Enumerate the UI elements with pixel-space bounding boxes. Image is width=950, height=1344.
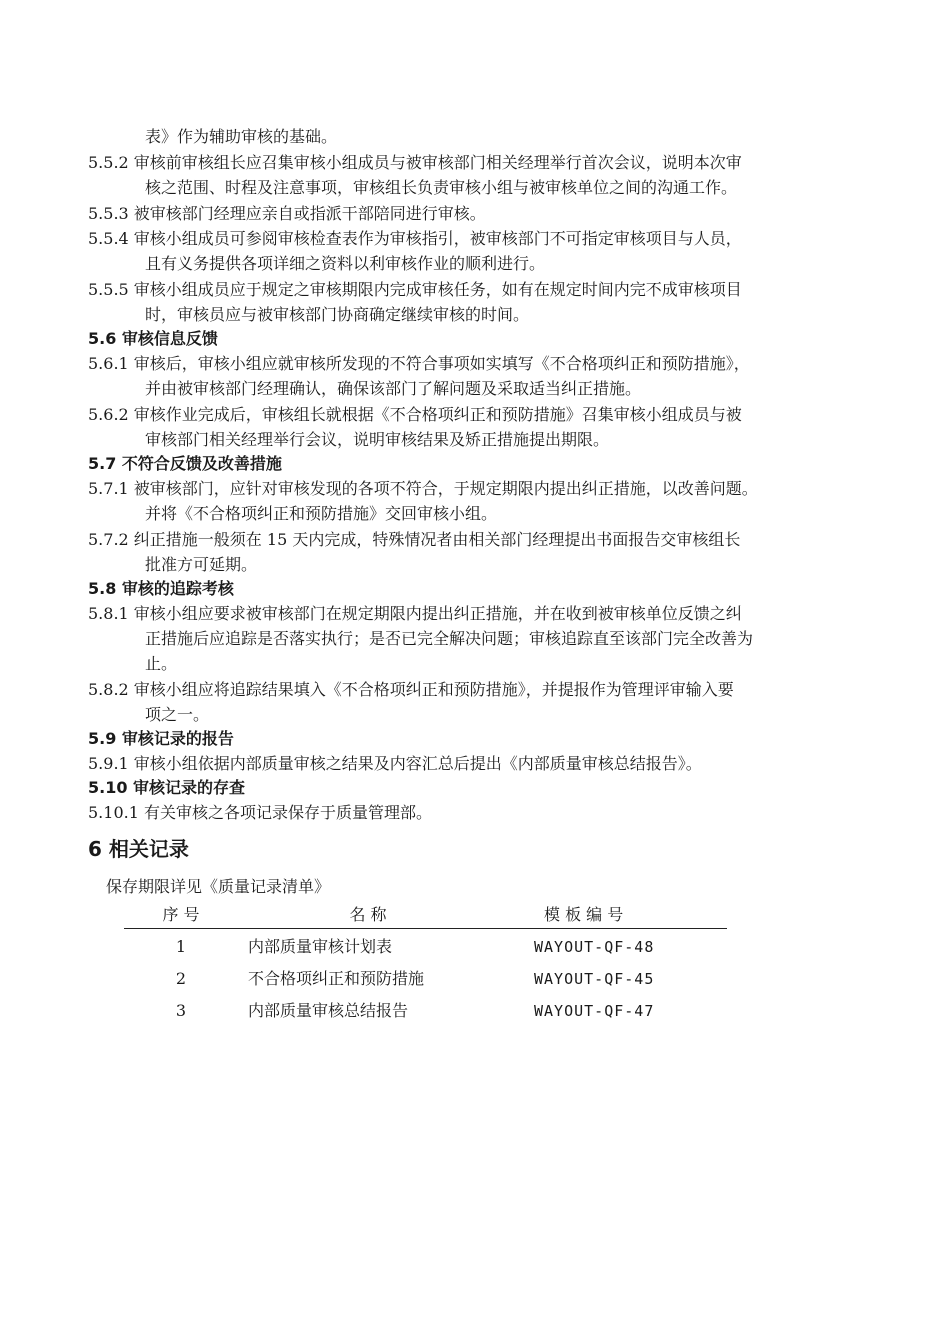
clause-5-6-1-cont: 并由被审核部门经理确认，确保该部门了解问题及采取适当纠正措施。 xyxy=(145,379,642,398)
section-6-title: 6 相关记录 xyxy=(88,837,189,861)
row-name: 内部质量审核计划表 xyxy=(248,937,393,956)
clause-5-5-2-cont: 核之范围、时程及注意事项，审核组长负责审核小组与被审核单位之间的沟通工作。 xyxy=(145,178,738,197)
clause-5-5-4-cont: 且有义务提供各项详细之资料以利审核作业的顺利进行。 xyxy=(145,254,546,273)
clause-5-7-2: 5.7.2 纠正措施一般须在 15 天内完成，特殊情况者由相关部门经理提出书面报告交审核组长 xyxy=(88,530,741,549)
clause-5-8-1: 5.8.1 审核小组应要求被审核部门在规定期限内提出纠正措施，并在收到被审核单位反馈之纠 xyxy=(88,604,742,623)
header-index: 序 号 xyxy=(162,905,200,924)
row-index: 1 xyxy=(175,937,187,956)
row-index: 3 xyxy=(175,1001,187,1020)
retention-note: 保存期限详见《质量记录清单》 xyxy=(106,877,331,896)
table-row xyxy=(124,963,727,995)
clause-5-10-1: 5.10.1 有关审核之各项记录保存于质量管理部。 xyxy=(88,803,432,822)
row-index: 2 xyxy=(175,969,187,988)
clause-5-5-5: 5.5.5 审核小组成员应于规定之审核期限内完成审核任务，如有在规定时间内完不成审核项目 xyxy=(88,280,742,299)
clause-5-8-1-cont: 正措施后应追踪是否落实执行；是否已完全解决问题；审核追踪直至该部门完全改善为 xyxy=(145,629,754,648)
clause-5-7-2-cont: 批准方可延期。 xyxy=(145,555,258,574)
header-template-no: 模 板 编 号 xyxy=(544,905,624,924)
clause-5-5-3: 5.5.3 被审核部门经理应亲自或指派干部陪同进行审核。 xyxy=(88,204,486,223)
clause-5-7-1: 5.7.1 被审核部门，应针对审核发现的各项不符合，于规定期限内提出纠正措施，以改善问题。 xyxy=(88,479,758,498)
clause-5-8-1-cont: 止。 xyxy=(145,654,178,673)
table-header xyxy=(124,902,727,929)
heading-5-7: 5.7 不符合反馈及改善措施 xyxy=(88,454,282,473)
clause-5-7-1-cont: 并将《不合格项纠正和预防措施》交回审核小组。 xyxy=(145,504,498,523)
clause-5-6-1: 5.6.1 审核后，审核小组应就审核所发现的不符合事项如实填写《不合格项纠正和预防措施》， xyxy=(88,354,750,373)
clause-5-8-2-cont: 项之一。 xyxy=(145,705,210,724)
row-name: 内部质量审核总结报告 xyxy=(248,1001,409,1020)
records-table xyxy=(124,902,727,1027)
heading-5-6: 5.6 审核信息反馈 xyxy=(88,329,218,348)
row-name: 不合格项纠正和预防措施 xyxy=(248,969,425,988)
row-template-no: WAYOUT-QF-48 xyxy=(534,938,655,956)
table-row xyxy=(124,995,727,1027)
clause-5-5-5-cont: 时，审核员应与被审核部门协商确定继续审核的时间。 xyxy=(145,305,530,324)
clause-5-8-2: 5.8.2 审核小组应将追踪结果填入《不合格项纠正和预防措施》，并提报作为管理评审输入要 xyxy=(88,680,734,699)
clause-5-6-2-cont: 审核部门相关经理举行会议，说明审核结果及矫正措施提出期限。 xyxy=(145,430,610,449)
clause-5-9-1: 5.9.1 审核小组依据内部质量审核之结果及内容汇总后提出《内部质量审核总结报告》。 xyxy=(88,754,702,773)
clause-5-5-2: 5.5.2 审核前审核组长应召集审核小组成员与被审核部门相关经理举行首次会议，说明本次审 xyxy=(88,153,742,172)
clause-5-5-4: 5.5.4 审核小组成员可参阅审核检查表作为审核指引，被审核部门不可指定审核项目与人员， xyxy=(88,229,742,248)
heading-5-9: 5.9 审核记录的报告 xyxy=(88,729,234,748)
paragraph-line: 表》作为辅助审核的基础。 xyxy=(145,127,338,146)
row-template-no: WAYOUT-QF-45 xyxy=(534,970,655,988)
heading-5-8: 5.8 审核的追踪考核 xyxy=(88,579,234,598)
heading-5-10: 5.10 审核记录的存查 xyxy=(88,778,246,797)
header-name: 名 称 xyxy=(349,905,387,924)
row-template-no: WAYOUT-QF-47 xyxy=(534,1002,655,1020)
table-row xyxy=(124,931,727,963)
clause-5-6-2: 5.6.2 审核作业完成后，审核组长就根据《不合格项纠正和预防措施》召集审核小组成员与被 xyxy=(88,405,742,424)
